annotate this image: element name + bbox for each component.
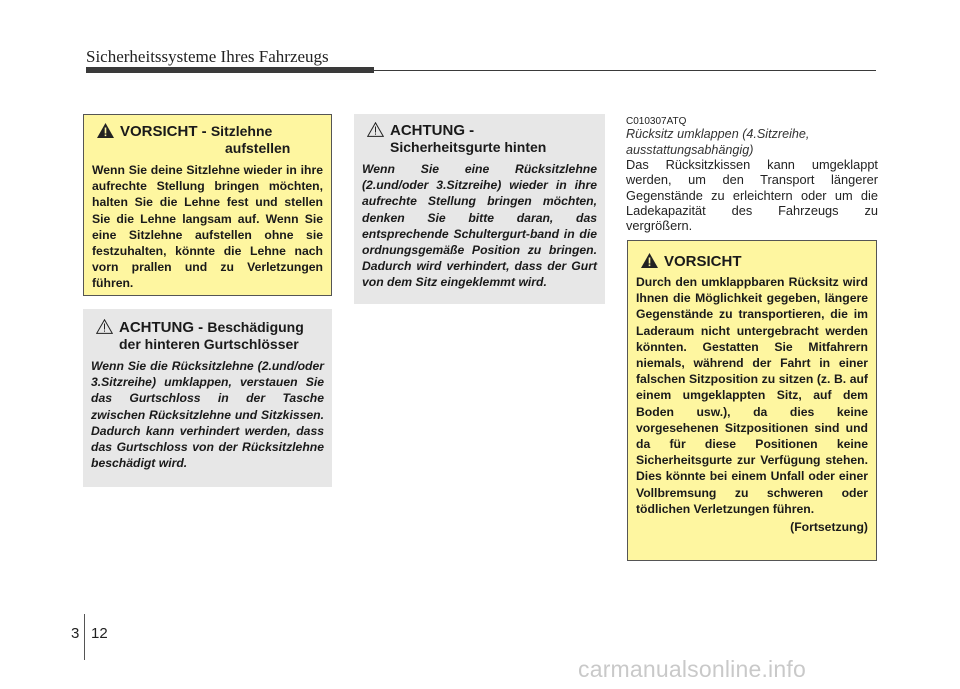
- warning-triangle-icon: [367, 122, 384, 137]
- watermark: carmanualsonline.info: [578, 656, 806, 682]
- section-subheading: Rücksitz umklappen (4.Sitzreihe, ausstattungsabhängig): [626, 127, 810, 157]
- caution-body: Wenn Sie deine Sitzlehne wieder in ihre aufrechte Stellung bringen möchten, halten Sie die Lehne fest und stellen Sie die Lehne langsam auf. Wenn Sie eine Sitzlehne aufstellen ohne sie festzuhalten, könnte die Lehne nach vorn prallen und zu Verletzungen führen.: [92, 163, 323, 291]
- warning-body: Wenn Sie eine Rücksitzlehne (2.und/oder 3.Sitzreihe) wieder in ihre aufrechte Stellung bringen möchten, denken Sie bitte daran, das entsprechende Schultergurt-band in die ordnungsgemäße Position zu bringen. Dadurch wird verhindert, dass der Gurt von dem Sitz eingeklemmt wird.: [362, 162, 597, 290]
- caution-box-folding-seat: [627, 240, 877, 561]
- warning-box-rear-belts: [354, 114, 605, 304]
- header-bar: [86, 67, 374, 73]
- warning-triangle-icon: [96, 319, 113, 334]
- warning-triangle-icon: [641, 253, 658, 268]
- warning-title: ACHTUNG - Beschädigung der hinteren Gurtschlösser: [96, 319, 324, 353]
- warning-triangle-icon: [97, 123, 114, 138]
- caution-box-seatback: [83, 114, 332, 296]
- page-divider: [84, 614, 85, 660]
- chapter-number: 3: [71, 625, 80, 642]
- section-code: C010307ATQ: [626, 116, 687, 127]
- header-rule: [374, 70, 876, 71]
- caution-body: Durch den umklappbaren Rücksitz wird Ihnen die Möglichkeit gegeben, längere Gegenstände zu transportieren, die im Laderaum nicht untergebracht werden könnten. Gestatten Sie Mitfahrern niemals, während der Fahrt in einer falschen Sitzposition zu sitzen (z. B. auf einem umgeklappten Sitz, auf dem Boden usw.), da dies keine vorgesehenen Sitzpositionen sind und da für diese Positionen keine Sicherheitsgurte zur Verfügung stehen. Dies könnte bei einem Unfall oder einer Vollbremsung zu schweren oder tödlichen Verletzungen führen.: [636, 275, 868, 516]
- warning-title: ACHTUNG - Sicherheitsgurte hinten: [367, 122, 597, 156]
- caution-title: VORSICHT: [641, 253, 868, 270]
- page-number: 12: [91, 625, 108, 642]
- caution-title: VORSICHT - Sitzlehne aufstellen: [97, 123, 323, 157]
- page-header-title: Sicherheitssysteme Ihres Fahrzeugs: [86, 47, 329, 66]
- warning-box-buckles: [83, 309, 332, 487]
- section-body: Das Rücksitzkissen kann umgeklappt werden, um den Transport längerer Gegenstände zu erleichtern oder um die Ladekapazität des Fahrzeugs zu vergrößern.: [626, 157, 878, 234]
- warning-body: Wenn Sie die Rücksitzlehne (2.und/oder 3.Sitzreihe) umklappen, verstauen Sie das Gurtschloss in der Tasche zwischen Rücksitzlehne und Sitzkissen. Dadurch kann verhindert werden, dass das Gurtschloss von der Rücksitzlehne beschädigt wird.: [91, 359, 324, 471]
- continuation-label: (Fortsetzung): [790, 520, 868, 535]
